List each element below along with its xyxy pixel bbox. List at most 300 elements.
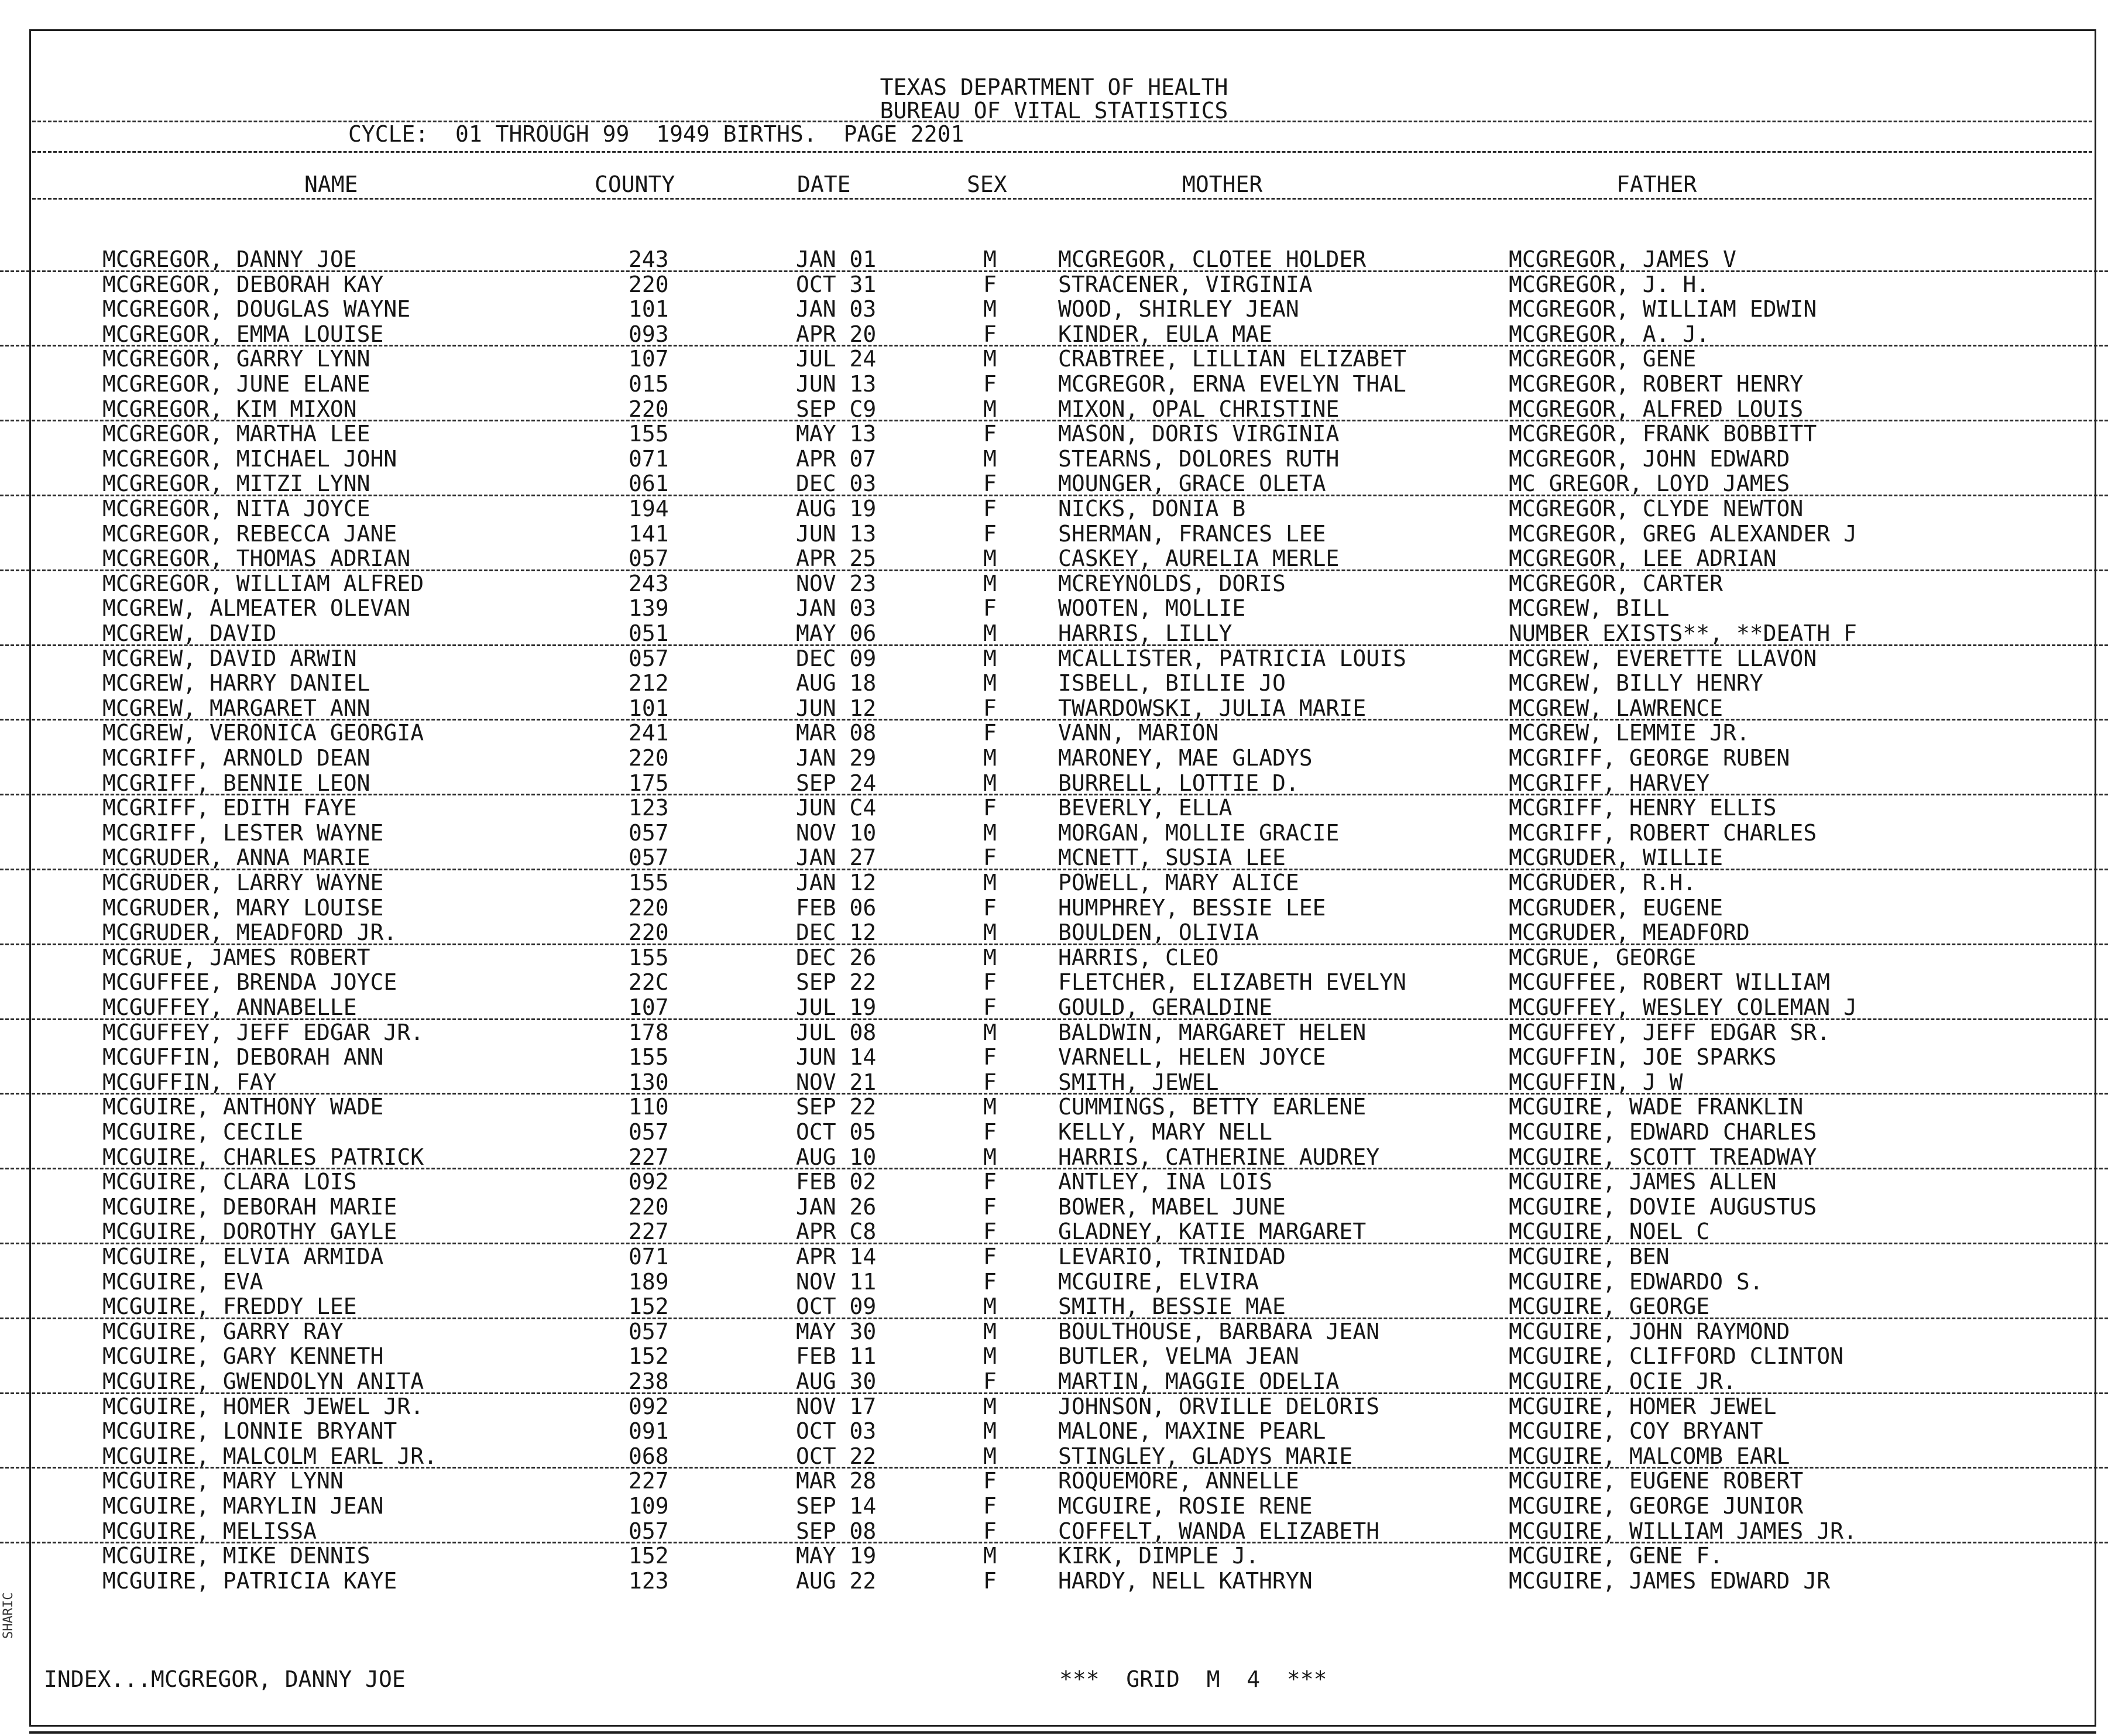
cell-name: MCGRIFF, EDITH FAYE (102, 795, 357, 821)
cell-date: NOV 21 (796, 1069, 877, 1095)
cell-county: 139 (629, 595, 669, 622)
cell-mother: STRACENER, VIRGINIA (1058, 271, 1313, 297)
table-row (0, 1543, 2108, 1569)
cell-father: MCGUIRE, GENE F. (1509, 1543, 1724, 1569)
cell-name: MCGUIRE, CLARA LOIS (102, 1169, 357, 1195)
cell-date: APR 25 (796, 545, 877, 572)
cell-county: 220 (629, 920, 669, 946)
cell-date: SEP 08 (796, 1518, 877, 1544)
cell-county: 189 (629, 1268, 669, 1295)
cell-sex: F (983, 1493, 997, 1519)
cell-date: FEB 06 (796, 894, 877, 921)
cell-name: MCGUFFEY, JEFF EDGAR JR. (102, 1019, 424, 1045)
cell-name: MCGREW, DAVID ARWIN (102, 645, 357, 671)
cell-mother: MASON, DORIS VIRGINIA (1058, 421, 1340, 447)
cell-date: JAN 29 (796, 745, 877, 771)
cell-sex: F (983, 1219, 997, 1245)
column-header-county: COUNTY (595, 171, 675, 197)
cell-name: MCGREW, MARGARET ANN (102, 695, 370, 721)
cell-father: MCGREW, BILL (1509, 595, 1670, 622)
cell-county: 194 (629, 496, 669, 522)
cell-county: 152 (629, 1294, 669, 1320)
cell-name: MCGRUDER, ANNA MARIE (102, 845, 370, 871)
cell-county: 155 (629, 421, 669, 447)
cell-mother: KINDER, EULA MAE (1058, 321, 1273, 347)
cell-sex: F (983, 371, 997, 397)
table-row (0, 646, 2108, 671)
cell-name: MCGUFFEY, ANNABELLE (102, 994, 357, 1020)
cell-date: MAY 30 (796, 1318, 877, 1344)
cell-county: 061 (629, 471, 669, 497)
cell-mother: MCREYNOLDS, DORIS (1058, 570, 1286, 596)
cell-mother: FLETCHER, ELIZABETH EVELYN (1058, 969, 1406, 996)
cell-name: MCGREGOR, WILLIAM ALFRED (102, 570, 424, 596)
cell-name: MCGUFFIN, DEBORAH ANN (102, 1044, 384, 1071)
cell-father: MCGREGOR, FRANK BOBBITT (1509, 421, 1817, 447)
cell-father: NUMBER EXISTS**, **DEATH F (1509, 620, 1857, 646)
cell-sex: F (983, 1567, 997, 1594)
cell-mother: HARRIS, CLEO (1058, 944, 1219, 970)
cell-date: SEP C9 (796, 396, 877, 422)
cell-county: 071 (629, 445, 669, 472)
side-label: SHARIC (1, 1592, 16, 1639)
cell-name: MCGREGOR, JUNE ELANE (102, 371, 370, 397)
cell-county: 101 (629, 296, 669, 323)
cell-father: MCGREW, BILLY HENRY (1509, 670, 1763, 697)
footer-index: INDEX...MCGREGOR, DANNY JOE (44, 1666, 406, 1692)
cell-mother: KELLY, MARY NELL (1058, 1119, 1273, 1145)
table-row (0, 1219, 2108, 1244)
cell-sex: M (983, 1418, 997, 1445)
cell-sex: F (983, 595, 997, 622)
cell-name: MCGRUDER, LARRY WAYNE (102, 870, 384, 896)
cell-father: MCGUFFEY, WESLEY COLEMAN J (1509, 994, 1857, 1020)
cell-county: 093 (629, 321, 669, 347)
cell-county: 051 (629, 620, 669, 646)
cell-name: MCGREW, HARRY DANIEL (102, 670, 370, 697)
cell-mother: CRABTREE, LILLIAN ELIZABET (1058, 346, 1406, 372)
table-row (0, 870, 2108, 896)
cell-name: MCGUIRE, GARRY RAY (102, 1318, 344, 1344)
cell-mother: MCNETT, SUSIA LEE (1058, 845, 1286, 871)
cell-county: 107 (629, 994, 669, 1020)
table-row (0, 1045, 2108, 1070)
column-header-mother: MOTHER (1182, 171, 1263, 197)
table-row (0, 1120, 2108, 1145)
table-row (0, 1519, 2108, 1544)
cell-father: MCGUIRE, MALCOMB EARL (1509, 1443, 1790, 1469)
cell-sex: M (983, 296, 997, 323)
cell-date: JAN 27 (796, 845, 877, 871)
cell-father: MCGUIRE, GEORGE JUNIOR (1509, 1493, 1804, 1519)
cell-sex: F (983, 1044, 997, 1071)
cell-father: MCGREGOR, GREG ALEXANDER J (1509, 520, 1857, 547)
table-row (0, 1494, 2108, 1519)
cell-county: 220 (629, 894, 669, 921)
cell-name: MCGREGOR, REBECCA JANE (102, 520, 397, 547)
table-row (0, 795, 2108, 821)
cell-mother: CUMMINGS, BETTY EARLENE (1058, 1094, 1367, 1120)
cell-mother: WOOTEN, MOLLIE (1058, 595, 1246, 622)
cell-name: MCGREGOR, DANNY JOE (102, 246, 357, 272)
cell-sex: M (983, 396, 997, 422)
cell-father: MCGREGOR, GENE (1509, 346, 1697, 372)
cell-date: OCT 05 (796, 1119, 877, 1145)
table-row (0, 721, 2108, 746)
cell-sex: M (983, 670, 997, 697)
cell-sex: M (983, 1343, 997, 1370)
cell-sex: M (983, 246, 997, 272)
cell-sex: F (983, 969, 997, 996)
cell-county: 220 (629, 745, 669, 771)
table-row (0, 995, 2108, 1020)
cell-date: JUL 08 (796, 1019, 877, 1045)
table-row (0, 421, 2108, 447)
table-row (0, 471, 2108, 496)
cell-name: MCGUIRE, DOROTHY GAYLE (102, 1219, 397, 1245)
cell-father: MCGRIFF, ROBERT CHARLES (1509, 819, 1817, 846)
cell-name: MCGRIFF, LESTER WAYNE (102, 819, 384, 846)
cell-date: NOV 23 (796, 570, 877, 596)
cell-date: JUL 19 (796, 994, 877, 1020)
table-row (0, 1244, 2108, 1270)
cell-father: MCGREW, LAWRENCE (1509, 695, 1724, 721)
cell-sex: M (983, 346, 997, 372)
table-row (0, 845, 2108, 870)
cell-mother: SMITH, BESSIE MAE (1058, 1294, 1286, 1320)
table-row (0, 596, 2108, 621)
bottom-rule (29, 1731, 2096, 1734)
cell-date: FEB 11 (796, 1343, 877, 1370)
cell-name: MCGUIRE, MARYLIN JEAN (102, 1493, 384, 1519)
cell-date: SEP 22 (796, 969, 877, 996)
table-row (0, 1394, 2108, 1419)
cell-father: MCGRUDER, EUGENE (1509, 894, 1724, 921)
cell-date: AUG 22 (796, 1567, 877, 1594)
cell-father: MCGUIRE, NOEL C (1509, 1219, 1710, 1245)
cell-date: APR 20 (796, 321, 877, 347)
cell-mother: GLADNEY, KATIE MARGARET (1058, 1219, 1367, 1245)
cell-county: 220 (629, 1193, 669, 1220)
cell-father: MCGUIRE, DOVIE AUGUSTUS (1509, 1193, 1817, 1220)
cell-name: MCGUIRE, ELVIA ARMIDA (102, 1244, 384, 1270)
cell-mother: ANTLEY, INA LOIS (1058, 1169, 1273, 1195)
cell-name: MCGUIRE, MELISSA (102, 1518, 317, 1544)
cell-sex: F (983, 1069, 997, 1095)
cell-county: 241 (629, 720, 669, 746)
cell-name: MCGUIRE, ANTHONY WADE (102, 1094, 384, 1120)
cell-mother: MORGAN, MOLLIE GRACIE (1058, 819, 1340, 846)
cell-date: AUG 19 (796, 496, 877, 522)
cell-father: MCGREW, EVERETTE LLAVON (1509, 645, 1817, 671)
cell-father: MCGUIRE, CLIFFORD CLINTON (1509, 1343, 1843, 1370)
cell-mother: POWELL, MARY ALICE (1058, 870, 1299, 896)
cell-county: 057 (629, 1518, 669, 1544)
cell-name: MCGRUDER, MARY LOUISE (102, 894, 384, 921)
cell-mother: MCGUIRE, ROSIE RENE (1058, 1493, 1313, 1519)
cell-father: MCGRIFF, HENRY ELLIS (1509, 795, 1777, 821)
cell-date: APR C8 (796, 1219, 877, 1245)
cell-mother: LEVARIO, TRINIDAD (1058, 1244, 1286, 1270)
cell-date: MAR 28 (796, 1468, 877, 1494)
cell-county: 155 (629, 870, 669, 896)
cell-mother: BOULDEN, OLIVIA (1058, 920, 1259, 946)
table-row (0, 496, 2108, 522)
table-row (0, 447, 2108, 472)
cell-county: 152 (629, 1543, 669, 1569)
table-row (0, 546, 2108, 571)
table-row (0, 696, 2108, 721)
cell-date: JUL 24 (796, 346, 877, 372)
column-header-date: DATE (797, 171, 851, 197)
table-row (0, 1369, 2108, 1394)
table-row (0, 1020, 2108, 1045)
cell-sex: F (983, 994, 997, 1020)
cell-name: MCGUIRE, FREDDY LEE (102, 1294, 357, 1320)
cell-mother: VARNELL, HELEN JOYCE (1058, 1044, 1326, 1071)
cell-name: MCGREW, VERONICA GEORGIA (102, 720, 424, 746)
cell-mother: COFFELT, WANDA ELIZABETH (1058, 1518, 1380, 1544)
cell-date: JUN 12 (796, 695, 877, 721)
cell-name: MCGREGOR, THOMAS ADRIAN (102, 545, 411, 572)
cell-sex: F (983, 421, 997, 447)
cell-sex: M (983, 1393, 997, 1419)
cell-name: MCGUFFEE, BRENDA JOYCE (102, 969, 397, 996)
cell-sex: M (983, 770, 997, 796)
cell-sex: F (983, 1244, 997, 1270)
cell-sex: M (983, 545, 997, 572)
header-cycle: CYCLE: 01 THROUGH 99 1949 BIRTHS. PAGE 2201 (348, 121, 964, 147)
cell-father: MCGUFFIN, J W (1509, 1069, 1683, 1095)
cell-date: SEP 14 (796, 1493, 877, 1519)
cell-date: JAN 01 (796, 246, 877, 272)
cell-county: 057 (629, 1119, 669, 1145)
cell-name: MCGREGOR, NITA JOYCE (102, 496, 370, 522)
table-row (0, 346, 2108, 372)
cell-mother: JOHNSON, ORVILLE DELORIS (1058, 1393, 1380, 1419)
table-row (0, 671, 2108, 696)
cell-county: 227 (629, 1219, 669, 1245)
cell-sex: M (983, 1094, 997, 1120)
cell-date: DEC 09 (796, 645, 877, 671)
cell-father: MCGRUE, GEORGE (1509, 944, 1697, 970)
cell-mother: MCALLISTER, PATRICIA LOUIS (1058, 645, 1406, 671)
table-row (0, 920, 2108, 945)
cell-father: MCGREGOR, JAMES V (1509, 246, 1736, 272)
cell-sex: F (983, 496, 997, 522)
cell-county: 057 (629, 645, 669, 671)
cell-father: MCGRIFF, GEORGE RUBEN (1509, 745, 1790, 771)
table-row (0, 1569, 2108, 1594)
cell-county: 152 (629, 1343, 669, 1370)
cell-mother: MALONE, MAXINE PEARL (1058, 1418, 1326, 1445)
cell-mother: MOUNGER, GRACE OLETA (1058, 471, 1326, 497)
cell-name: MCGUIRE, HOMER JEWEL JR. (102, 1393, 424, 1419)
table-row (0, 1270, 2108, 1295)
table-row (0, 1444, 2108, 1469)
cell-mother: SMITH, JEWEL (1058, 1069, 1219, 1095)
cell-sex: F (983, 321, 997, 347)
cell-mother: GOULD, GERALDINE (1058, 994, 1273, 1020)
cell-father: MCGUIRE, BEN (1509, 1244, 1670, 1270)
cell-name: MCGUIRE, LONNIE BRYANT (102, 1418, 397, 1445)
cell-father: MCGUIRE, SCOTT TREADWAY (1509, 1144, 1817, 1170)
cell-mother: STINGLEY, GLADYS MARIE (1058, 1443, 1353, 1469)
table-row (0, 322, 2108, 347)
table-row (0, 571, 2108, 596)
cell-mother: MCGREGOR, CLOTEE HOLDER (1058, 246, 1367, 272)
cell-father: MCGUIRE, WADE FRANKLIN (1509, 1094, 1804, 1120)
cell-name: MCGREGOR, DEBORAH KAY (102, 271, 384, 297)
cell-county: 107 (629, 346, 669, 372)
cell-mother: HUMPHREY, BESSIE LEE (1058, 894, 1326, 921)
cell-mother: MCGREGOR, ERNA EVELYN THAL (1058, 371, 1406, 397)
cell-name: MCGUIRE, CECILE (102, 1119, 304, 1145)
table-row (0, 1294, 2108, 1319)
cell-mother: MIXON, OPAL CHRISTINE (1058, 396, 1340, 422)
cell-mother: HARRIS, CATHERINE AUDREY (1058, 1144, 1380, 1170)
table-row (0, 1095, 2108, 1120)
cell-date: JAN 03 (796, 595, 877, 622)
cell-date: MAY 06 (796, 620, 877, 646)
cell-date: JUN 13 (796, 371, 877, 397)
cell-county: 110 (629, 1094, 669, 1120)
table-row (0, 1070, 2108, 1095)
cell-mother: ROQUEMORE, ANNELLE (1058, 1468, 1299, 1494)
header-bureau: BUREAU OF VITAL STATISTICS (880, 98, 1228, 123)
cell-name: MCGREW, ALMEATER OLEVAN (102, 595, 411, 622)
cell-date: MAR 08 (796, 720, 877, 746)
cell-father: MCGUIRE, COY BRYANT (1509, 1418, 1763, 1445)
cell-date: DEC 12 (796, 920, 877, 946)
cell-date: AUG 18 (796, 670, 877, 697)
cell-sex: M (983, 745, 997, 771)
cell-sex: F (983, 720, 997, 746)
table-row (0, 945, 2108, 970)
cell-mother: MARONEY, MAE GLADYS (1058, 745, 1313, 771)
cell-county: 057 (629, 1318, 669, 1344)
column-header-sex: SEX (967, 171, 1007, 197)
cell-county: 243 (629, 246, 669, 272)
cell-date: DEC 26 (796, 944, 877, 970)
cell-sex: M (983, 445, 997, 472)
table-row (0, 297, 2108, 322)
cell-name: MCGUIRE, MALCOLM EARL JR. (102, 1443, 437, 1469)
column-header-name: NAME (304, 171, 358, 197)
cell-name: MCGREGOR, MICHAEL JOHN (102, 445, 397, 472)
cell-mother: KIRK, DIMPLE J. (1058, 1543, 1259, 1569)
cell-mother: BOULTHOUSE, BARBARA JEAN (1058, 1318, 1380, 1344)
cell-sex: M (983, 819, 997, 846)
cell-father: MCGUIRE, JAMES ALLEN (1509, 1169, 1777, 1195)
cell-name: MCGREGOR, KIM MIXON (102, 396, 357, 422)
cell-father: MCGREGOR, A. J. (1509, 321, 1710, 347)
cell-name: MCGRUE, JAMES ROBERT (102, 944, 370, 970)
cell-mother: HARDY, NELL KATHRYN (1058, 1567, 1313, 1594)
cell-date: JUN 14 (796, 1044, 877, 1071)
cell-county: 212 (629, 670, 669, 697)
table-row (0, 1195, 2108, 1220)
cell-sex: M (983, 620, 997, 646)
cell-county: 238 (629, 1368, 669, 1394)
cell-father: MCGUIRE, OCIE JR. (1509, 1368, 1736, 1394)
cell-father: MCGRIFF, HARVEY (1509, 770, 1710, 796)
cell-county: 109 (629, 1493, 669, 1519)
table-row (0, 896, 2108, 921)
cell-sex: F (983, 271, 997, 297)
cell-sex: M (983, 1443, 997, 1469)
cell-father: MCGUFFEY, JEFF EDGAR SR. (1509, 1019, 1831, 1045)
cell-name: MCGREGOR, DOUGLAS WAYNE (102, 296, 411, 323)
cell-mother: BUTLER, VELMA JEAN (1058, 1343, 1299, 1370)
cell-father: MCGREW, LEMMIE JR. (1509, 720, 1750, 746)
table-row (0, 1169, 2108, 1195)
cell-county: 057 (629, 819, 669, 846)
header-rule (32, 151, 2092, 153)
cell-date: APR 07 (796, 445, 877, 472)
cell-date: OCT 09 (796, 1294, 877, 1320)
cell-sex: F (983, 1119, 997, 1145)
cell-county: 220 (629, 396, 669, 422)
table-row (0, 397, 2108, 422)
cell-date: AUG 10 (796, 1144, 877, 1170)
cell-mother: WOOD, SHIRLEY JEAN (1058, 296, 1299, 323)
cell-county: 175 (629, 770, 669, 796)
cell-sex: F (983, 1268, 997, 1295)
cell-name: MCGRIFF, BENNIE LEON (102, 770, 370, 796)
table-row (0, 621, 2108, 646)
cell-father: MCGUIRE, EUGENE ROBERT (1509, 1468, 1804, 1494)
cell-county: 068 (629, 1443, 669, 1469)
cell-county: 123 (629, 795, 669, 821)
cell-date: APR 14 (796, 1244, 877, 1270)
table-row (0, 522, 2108, 547)
column-header-father: FATHER (1616, 171, 1697, 197)
cell-mother: NICKS, DONIA B (1058, 496, 1246, 522)
cell-sex: F (983, 471, 997, 497)
cell-date: MAY 13 (796, 421, 877, 447)
cell-sex: F (983, 1368, 997, 1394)
cell-date: AUG 30 (796, 1368, 877, 1394)
cell-date: NOV 17 (796, 1393, 877, 1419)
cell-date: MAY 19 (796, 1543, 877, 1569)
cell-date: DEC 03 (796, 471, 877, 497)
cell-father: MC GREGOR, LOYD JAMES (1509, 471, 1790, 497)
cell-date: JUN 13 (796, 520, 877, 547)
cell-sex: M (983, 1318, 997, 1344)
cell-date: NOV 11 (796, 1268, 877, 1295)
cell-name: MCGRUDER, MEADFORD JR. (102, 920, 397, 946)
column-header-rule (32, 198, 2092, 200)
cell-county: 071 (629, 1244, 669, 1270)
cell-county: 123 (629, 1567, 669, 1594)
cell-sex: F (983, 520, 997, 547)
cell-mother: STEARNS, DOLORES RUTH (1058, 445, 1340, 472)
cell-name: MCGUIRE, GARY KENNETH (102, 1343, 384, 1370)
cell-name: MCGREGOR, MITZI LYNN (102, 471, 370, 497)
cell-sex: M (983, 1019, 997, 1045)
cell-county: 092 (629, 1393, 669, 1419)
cell-sex: M (983, 1294, 997, 1320)
cell-father: MCGRUDER, WILLIE (1509, 845, 1724, 871)
cell-sex: M (983, 920, 997, 946)
cell-sex: M (983, 570, 997, 596)
cell-father: MCGREGOR, ROBERT HENRY (1509, 371, 1804, 397)
cell-county: 227 (629, 1468, 669, 1494)
cell-mother: TWARDOWSKI, JULIA MARIE (1058, 695, 1367, 721)
cell-sex: F (983, 1169, 997, 1195)
table-row (0, 746, 2108, 771)
